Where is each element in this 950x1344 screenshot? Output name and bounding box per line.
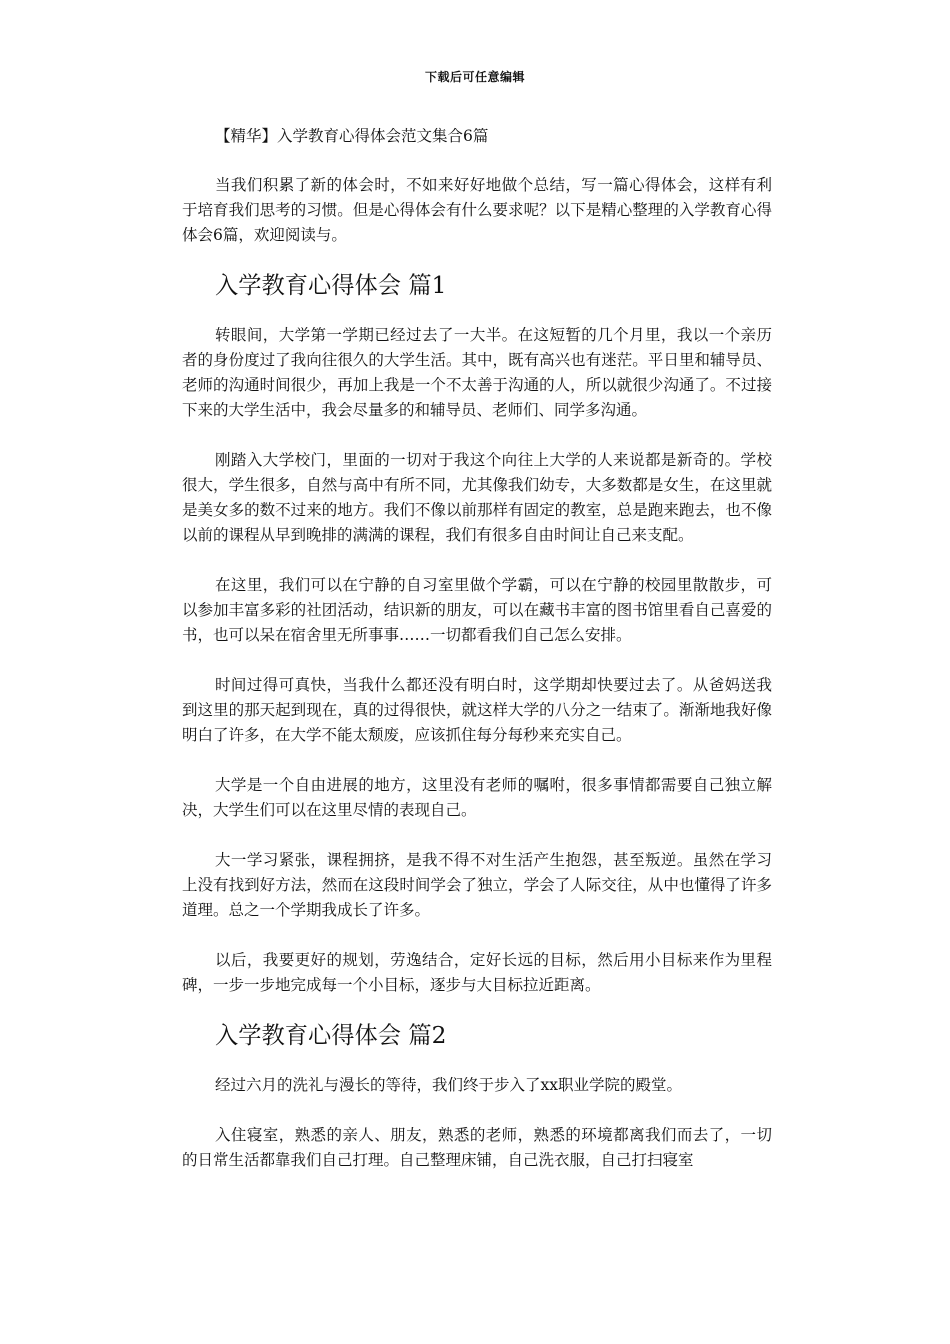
section-1-paragraph: 大学是一个自由进展的地方，这里没有老师的嘱咐，很多事情都需要自己独立解决，大学生们可以在这里尽情的表现自己。 [182,776,772,819]
page-header-note: 下载后可任意编辑 [424,70,525,84]
document-title: 【精华】入学教育心得体会范文集合6篇 [215,127,489,145]
section-2-heading: 入学教育心得体会 篇2 [215,1022,447,1049]
document-body [182,124,772,1198]
section-1-paragraph: 在这里，我们可以在宁静的自习室里做个学霸，可以在宁静的校园里散散步，可以参加丰富多彩的社团活动，结识新的朋友，可以在藏书丰富的图书馆里看自己喜爱的书，也可以呆在宿舍里无所事事……一切都看我们自己怎么安排。 [182,576,772,644]
section-1-paragraph: 时间过得可真快，当我什么都还没有明白时，这学期却快要过去了。从爸妈送我到这里的那天起到现在，真的过得很快，就这样大学的八分之一结束了。渐渐地我好像明白了许多，在大学不能太颓废，应该抓住每分每秒来充实自己。 [182,676,772,744]
section-1-paragraph: 大一学习紧张，课程拥挤，是我不得不对生活产生抱怨，甚至叛逆。虽然在学习上没有找到好方法，然而在这段时间学会了独立，学会了人际交往，从中也懂得了许多道理。总之一个学期我成长了许多。 [182,851,772,919]
intro-paragraph: 当我们积累了新的体会时，不如来好好地做个总结，写一篇心得体会，这样有利于培育我们思考的习惯。但是心得体会有什么要求呢？以下是精心整理的入学教育心得体会6篇，欢迎阅读与。 [182,176,772,244]
section-1-paragraph: 以后，我要更好的规划，劳逸结合，定好长远的目标，然后用小目标来作为里程碑，一步一步地完成每一个小目标，逐步与大目标拉近距离。 [182,951,772,994]
section-1-paragraph: 刚踏入大学校门，里面的一切对于我这个向往上大学的人来说都是新奇的。学校很大，学生很多，自然与高中有所不同，尤其像我们幼专，大多数都是女生，在这里就是美女多的数不过来的地方。我们不像以前那样有固定的教室，总是跑来跑去，也不像以前的课程从早到晚排的满满的课程，我们有很多自由时间让自己来支配。 [182,451,772,544]
section-1-heading: 入学教育心得体会 篇1 [215,272,447,299]
section-1-paragraph: 转眼间，大学第一学期已经过去了一大半。在这短暂的几个月里，我以一个亲历者的身份度过了我向往很久的大学生活。其中，既有高兴也有迷茫。平日里和辅导员、老师的沟通时间很少，再加上我是一个不太善于沟通的人，所以就很少沟通了。不过接下来的大学生活中，我会尽量多的和辅导员、老师们、同学多沟通。 [182,326,772,419]
section-2-paragraph: 经过六月的洗礼与漫长的等待，我们终于步入了xx职业学院的殿堂。 [215,1076,682,1094]
section-2-paragraph: 入住寝室，熟悉的亲人、朋友，熟悉的老师，熟悉的环境都离我们而去了，一切的日常生活都靠我们自己打理。自己整理床铺，自己洗衣服，自己打扫寝室 [182,1126,772,1169]
